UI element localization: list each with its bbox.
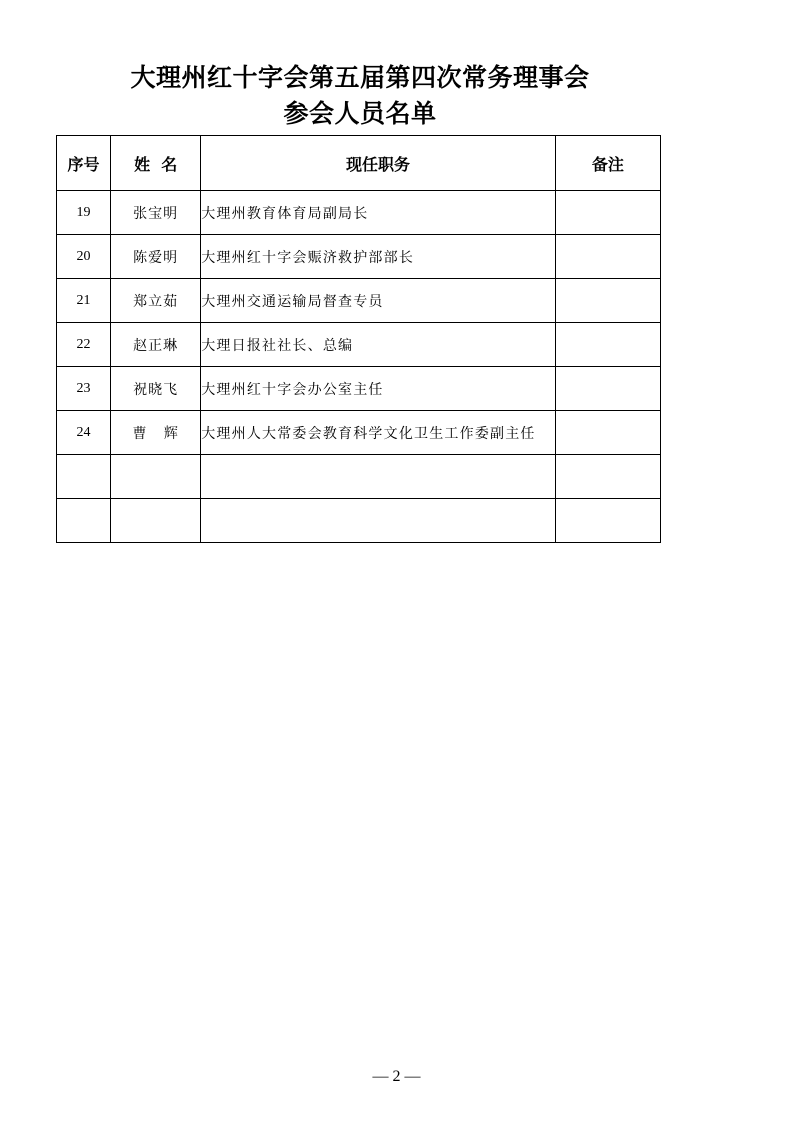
table-row xyxy=(57,499,661,543)
cell-serial: 19 xyxy=(57,191,111,235)
cell-name: 张宝明 xyxy=(111,191,201,235)
cell-position: 大理州红十字会办公室主任 xyxy=(201,367,556,411)
cell-position: 大理日报社社长、总编 xyxy=(201,323,556,367)
cell-remarks xyxy=(555,499,660,543)
cell-serial: 22 xyxy=(57,323,111,367)
table-row xyxy=(57,455,661,499)
cell-serial xyxy=(57,455,111,499)
cell-position: 大理州交通运输局督查专员 xyxy=(201,279,556,323)
cell-serial: 24 xyxy=(57,411,111,455)
cell-position: 大理州人大常委会教育科学文化卫生工作委副主任 xyxy=(201,411,556,455)
cell-name: 祝晓飞 xyxy=(111,367,201,411)
attendee-table xyxy=(56,135,661,543)
header-serial: 序号 xyxy=(57,136,111,191)
cell-name xyxy=(111,455,201,499)
document-subtitle: 参会人员名单 xyxy=(283,99,437,128)
cell-name: 赵正琳 xyxy=(111,323,201,367)
table-row xyxy=(57,323,661,367)
cell-serial xyxy=(57,499,111,543)
cell-remarks xyxy=(555,279,660,323)
cell-position: 大理州教育体育局副局长 xyxy=(201,191,556,235)
table-row xyxy=(57,411,661,455)
header-name: 姓 名 xyxy=(111,136,201,191)
table-row xyxy=(57,279,661,323)
cell-serial: 23 xyxy=(57,367,111,411)
cell-serial: 21 xyxy=(57,279,111,323)
cell-name: 郑立茹 xyxy=(111,279,201,323)
cell-position: 大理州红十字会赈济救护部部长 xyxy=(201,235,556,279)
cell-position xyxy=(201,455,556,499)
cell-remarks xyxy=(555,191,660,235)
cell-name: 曹 辉 xyxy=(111,411,201,455)
table-header-row xyxy=(57,136,661,191)
table-row xyxy=(57,235,661,279)
table-row xyxy=(57,191,661,235)
cell-remarks xyxy=(555,455,660,499)
cell-serial: 20 xyxy=(57,235,111,279)
cell-name: 陈爱明 xyxy=(111,235,201,279)
cell-remarks xyxy=(555,323,660,367)
cell-remarks xyxy=(555,235,660,279)
header-remarks: 备注 xyxy=(555,136,660,191)
cell-name xyxy=(111,499,201,543)
cell-remarks xyxy=(555,367,660,411)
cell-remarks xyxy=(555,411,660,455)
page-number: — 2 — xyxy=(372,1068,421,1085)
table-row xyxy=(57,367,661,411)
document-title: 大理州红十字会第五届第四次常务理事会 xyxy=(130,63,590,92)
cell-position xyxy=(201,499,556,543)
header-position: 现任职务 xyxy=(201,136,556,191)
